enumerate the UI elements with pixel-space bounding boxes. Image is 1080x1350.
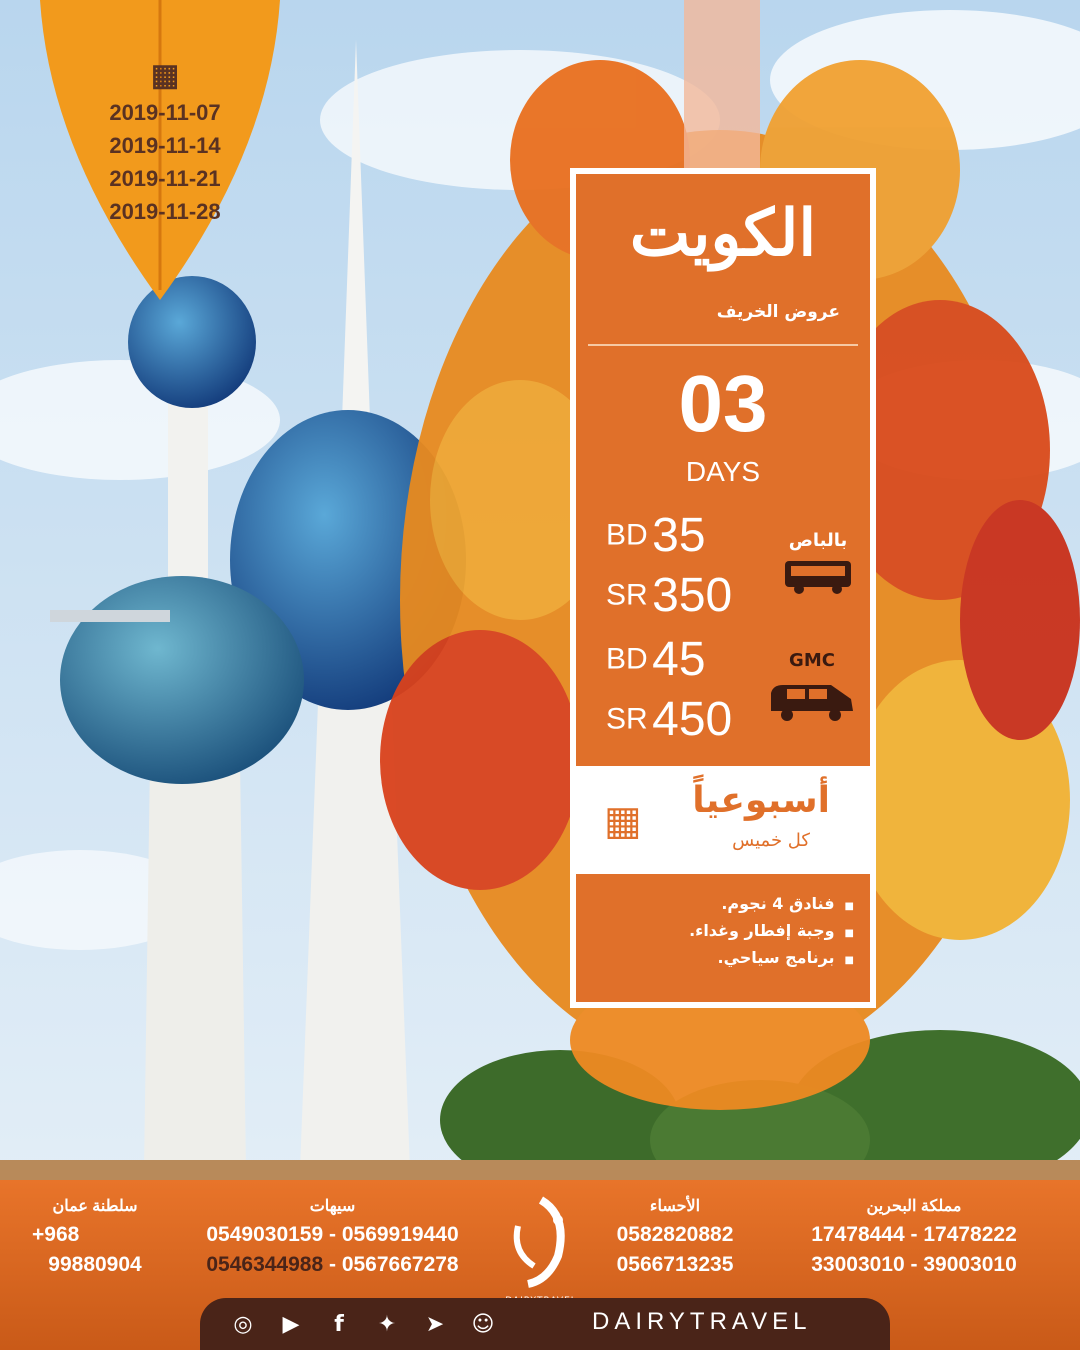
calendar-icon: ▦ — [604, 798, 642, 844]
social-icons — [226, 1308, 500, 1340]
gmc-price-sr: SR 450 — [606, 693, 733, 746]
duration-number: 03 — [678, 359, 768, 448]
brand-name: DAIRYTRAVEL — [592, 1308, 812, 1335]
duration-label: DAYS — [685, 456, 761, 487]
list-item: ■ فنادق 4 نجوم. — [689, 894, 854, 913]
instagram-icon[interactable]: ◎ — [233, 1311, 253, 1337]
bus-price-sr: SR 350 — [606, 569, 733, 622]
weekly-schedule-box — [576, 766, 870, 874]
contact-bahrain: مملكة البحرين 17478444 - 17478222 33003010 - 39003010 — [811, 1198, 1017, 1276]
weekly-day: كل خميس — [732, 830, 810, 851]
bus-icon — [783, 557, 853, 597]
gmc-option — [764, 650, 860, 729]
divider — [588, 344, 858, 346]
trip-date: 2019-11-21 — [109, 166, 221, 191]
trip-date: 2019-11-28 — [109, 199, 221, 224]
weekly-title: أسبوعياً — [692, 780, 830, 821]
bus-option — [776, 530, 860, 601]
trip-date: 2019-11-14 — [109, 133, 221, 158]
calendar-icon: ▦ — [150, 59, 180, 92]
twitter-icon[interactable]: ✦ — [377, 1311, 397, 1337]
logo-mark-icon — [498, 1196, 584, 1292]
list-item: ■ وجبة إفطار وغداء. — [689, 921, 854, 940]
bus-price-bd: BD 35 — [606, 509, 706, 562]
destination-title: الكويت — [629, 196, 817, 271]
trip-date: 2019-11-07 — [109, 100, 221, 125]
youtube-icon[interactable]: ▶ — [282, 1311, 300, 1337]
offer-card — [570, 168, 876, 1008]
gmc-price-bd: BD 45 — [606, 633, 706, 686]
telegram-icon[interactable]: ➤ — [425, 1311, 445, 1337]
contact-ahsa: الأحساء 0582820882 0566713235 — [616, 1198, 734, 1276]
trip-dates-list — [60, 56, 270, 228]
van-icon — [767, 681, 857, 725]
contact-saihat: سيهات 0549030159 - 0569919440 0546344988 - 0567667278 — [206, 1198, 459, 1276]
contact-oman: سلطنة عمان +968 99880904 — [32, 1198, 142, 1276]
gmc-label: GMC — [789, 650, 835, 671]
bus-label: بالباص — [788, 530, 848, 551]
snapchat-icon[interactable]: ☺ — [471, 1311, 495, 1337]
offer-subtitle: عروض الخريف — [716, 302, 840, 322]
list-item: ■ برنامج سياحي. — [689, 948, 854, 967]
features-list — [689, 894, 854, 975]
facebook-icon[interactable]: f — [334, 1311, 344, 1337]
